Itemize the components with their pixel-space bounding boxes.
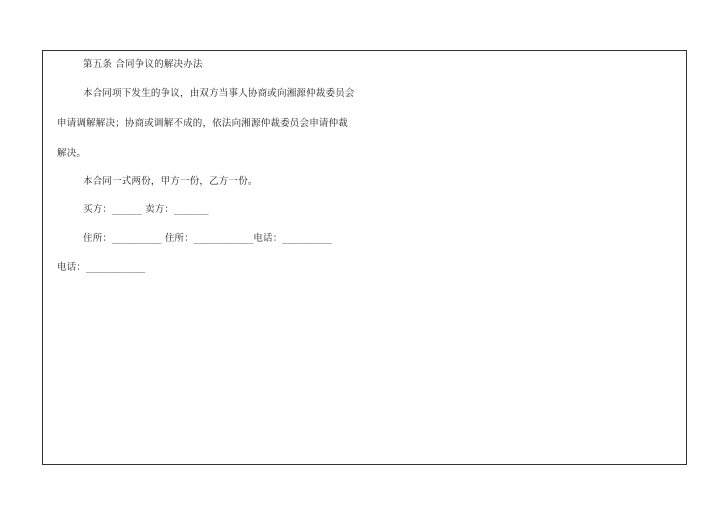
buyer-seller-signature-line: 买方：______ 卖方：_______: [83, 204, 209, 215]
article-heading: 第五条 合同争议的解决办法: [83, 59, 203, 70]
document-frame: [42, 50, 687, 465]
paragraph-line-1: 本合同项下发生的争议，由双方当事人协商或向湘源仲裁委员会: [83, 88, 355, 99]
phone-line: 电话：____________: [57, 262, 146, 273]
copies-statement: 本合同一式两份，甲方一份，乙方一份。: [83, 176, 258, 187]
paragraph-line-2: 申请调解解决；协商或调解不成的，依法向湘源仲裁委员会申请仲裁: [57, 118, 349, 129]
address-phone-line: 住所：__________ 住所：____________电话：__________: [83, 233, 332, 244]
paragraph-line-3: 解决。: [57, 148, 87, 159]
